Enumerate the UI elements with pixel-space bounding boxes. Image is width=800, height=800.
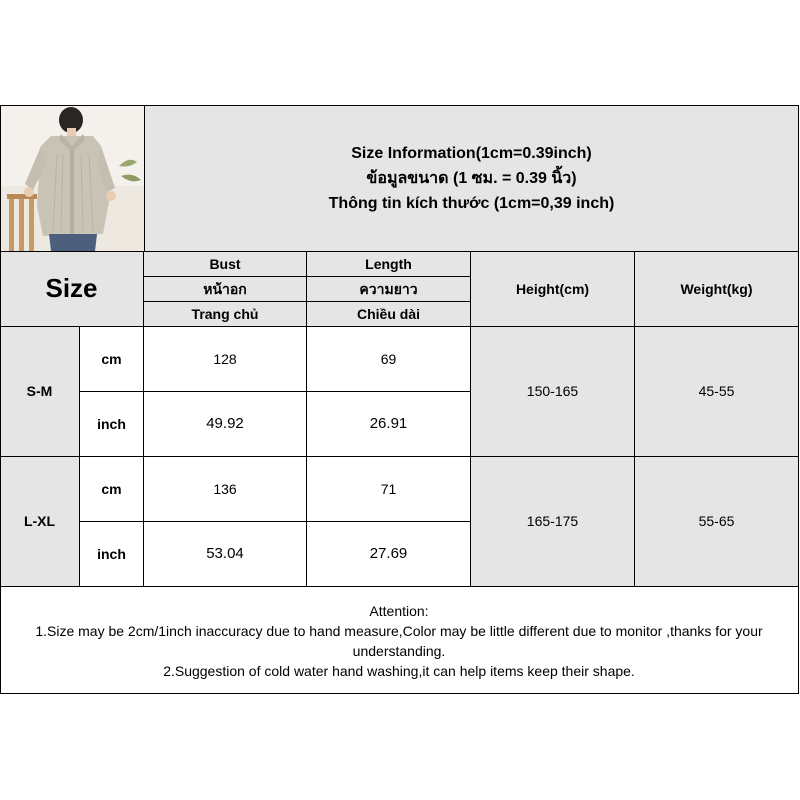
length-value: 71: [307, 457, 471, 522]
bust-value: 49.92: [144, 392, 307, 457]
bust-header-vi: Trang chủ: [144, 302, 307, 327]
length-value: 27.69: [307, 522, 471, 587]
bust-value: 53.04: [144, 522, 307, 587]
unit-label: inch: [80, 392, 144, 457]
weight-header: Weight(kg): [635, 252, 799, 327]
length-header-en: Length: [307, 252, 471, 277]
length-header-th: ความยาว: [307, 277, 471, 302]
attention-note-2: 2.Suggestion of cold water hand washing,it can help items keep their shape.: [163, 662, 635, 679]
attention-note-1: 1.Size may be 2cm/1inch inaccuracy due to hand measure,Color may be little different due to monitor ,thanks for your understanding.: [35, 622, 763, 659]
size-label-s-m: S-M: [0, 327, 80, 457]
size-label-l-xl: L-XL: [0, 457, 80, 587]
title-thai: ข้อมูลขนาด (1 ซม. = 0.39 นิ้ว): [366, 169, 577, 187]
length-value: 26.91: [307, 392, 471, 457]
height-range: 165-175: [471, 457, 635, 587]
length-header-vi: Chiều dài: [307, 302, 471, 327]
bust-header-th: หน้าอก: [144, 277, 307, 302]
weight-range: 45-55: [635, 327, 799, 457]
title-vietnamese: Thông tin kích thước (1cm=0,39 inch): [328, 194, 615, 212]
bust-header-en: Bust: [144, 252, 307, 277]
bust-value: 136: [144, 457, 307, 522]
height-header: Height(cm): [471, 252, 635, 327]
attention-heading: Attention:: [369, 602, 429, 619]
title-block: [144, 105, 799, 252]
weight-range: 55-65: [635, 457, 799, 587]
size-chart: [0, 105, 799, 694]
size-header: Size: [0, 252, 144, 327]
height-range: 150-165: [471, 327, 635, 457]
length-value: 69: [307, 327, 471, 392]
title-english: Size Information(1cm=0.39inch): [351, 144, 592, 162]
attention-notes: [0, 587, 799, 694]
unit-label: inch: [80, 522, 144, 587]
photo-frame: [0, 105, 145, 252]
bust-value: 128: [144, 327, 307, 392]
unit-label: cm: [80, 327, 144, 392]
unit-label: cm: [80, 457, 144, 522]
